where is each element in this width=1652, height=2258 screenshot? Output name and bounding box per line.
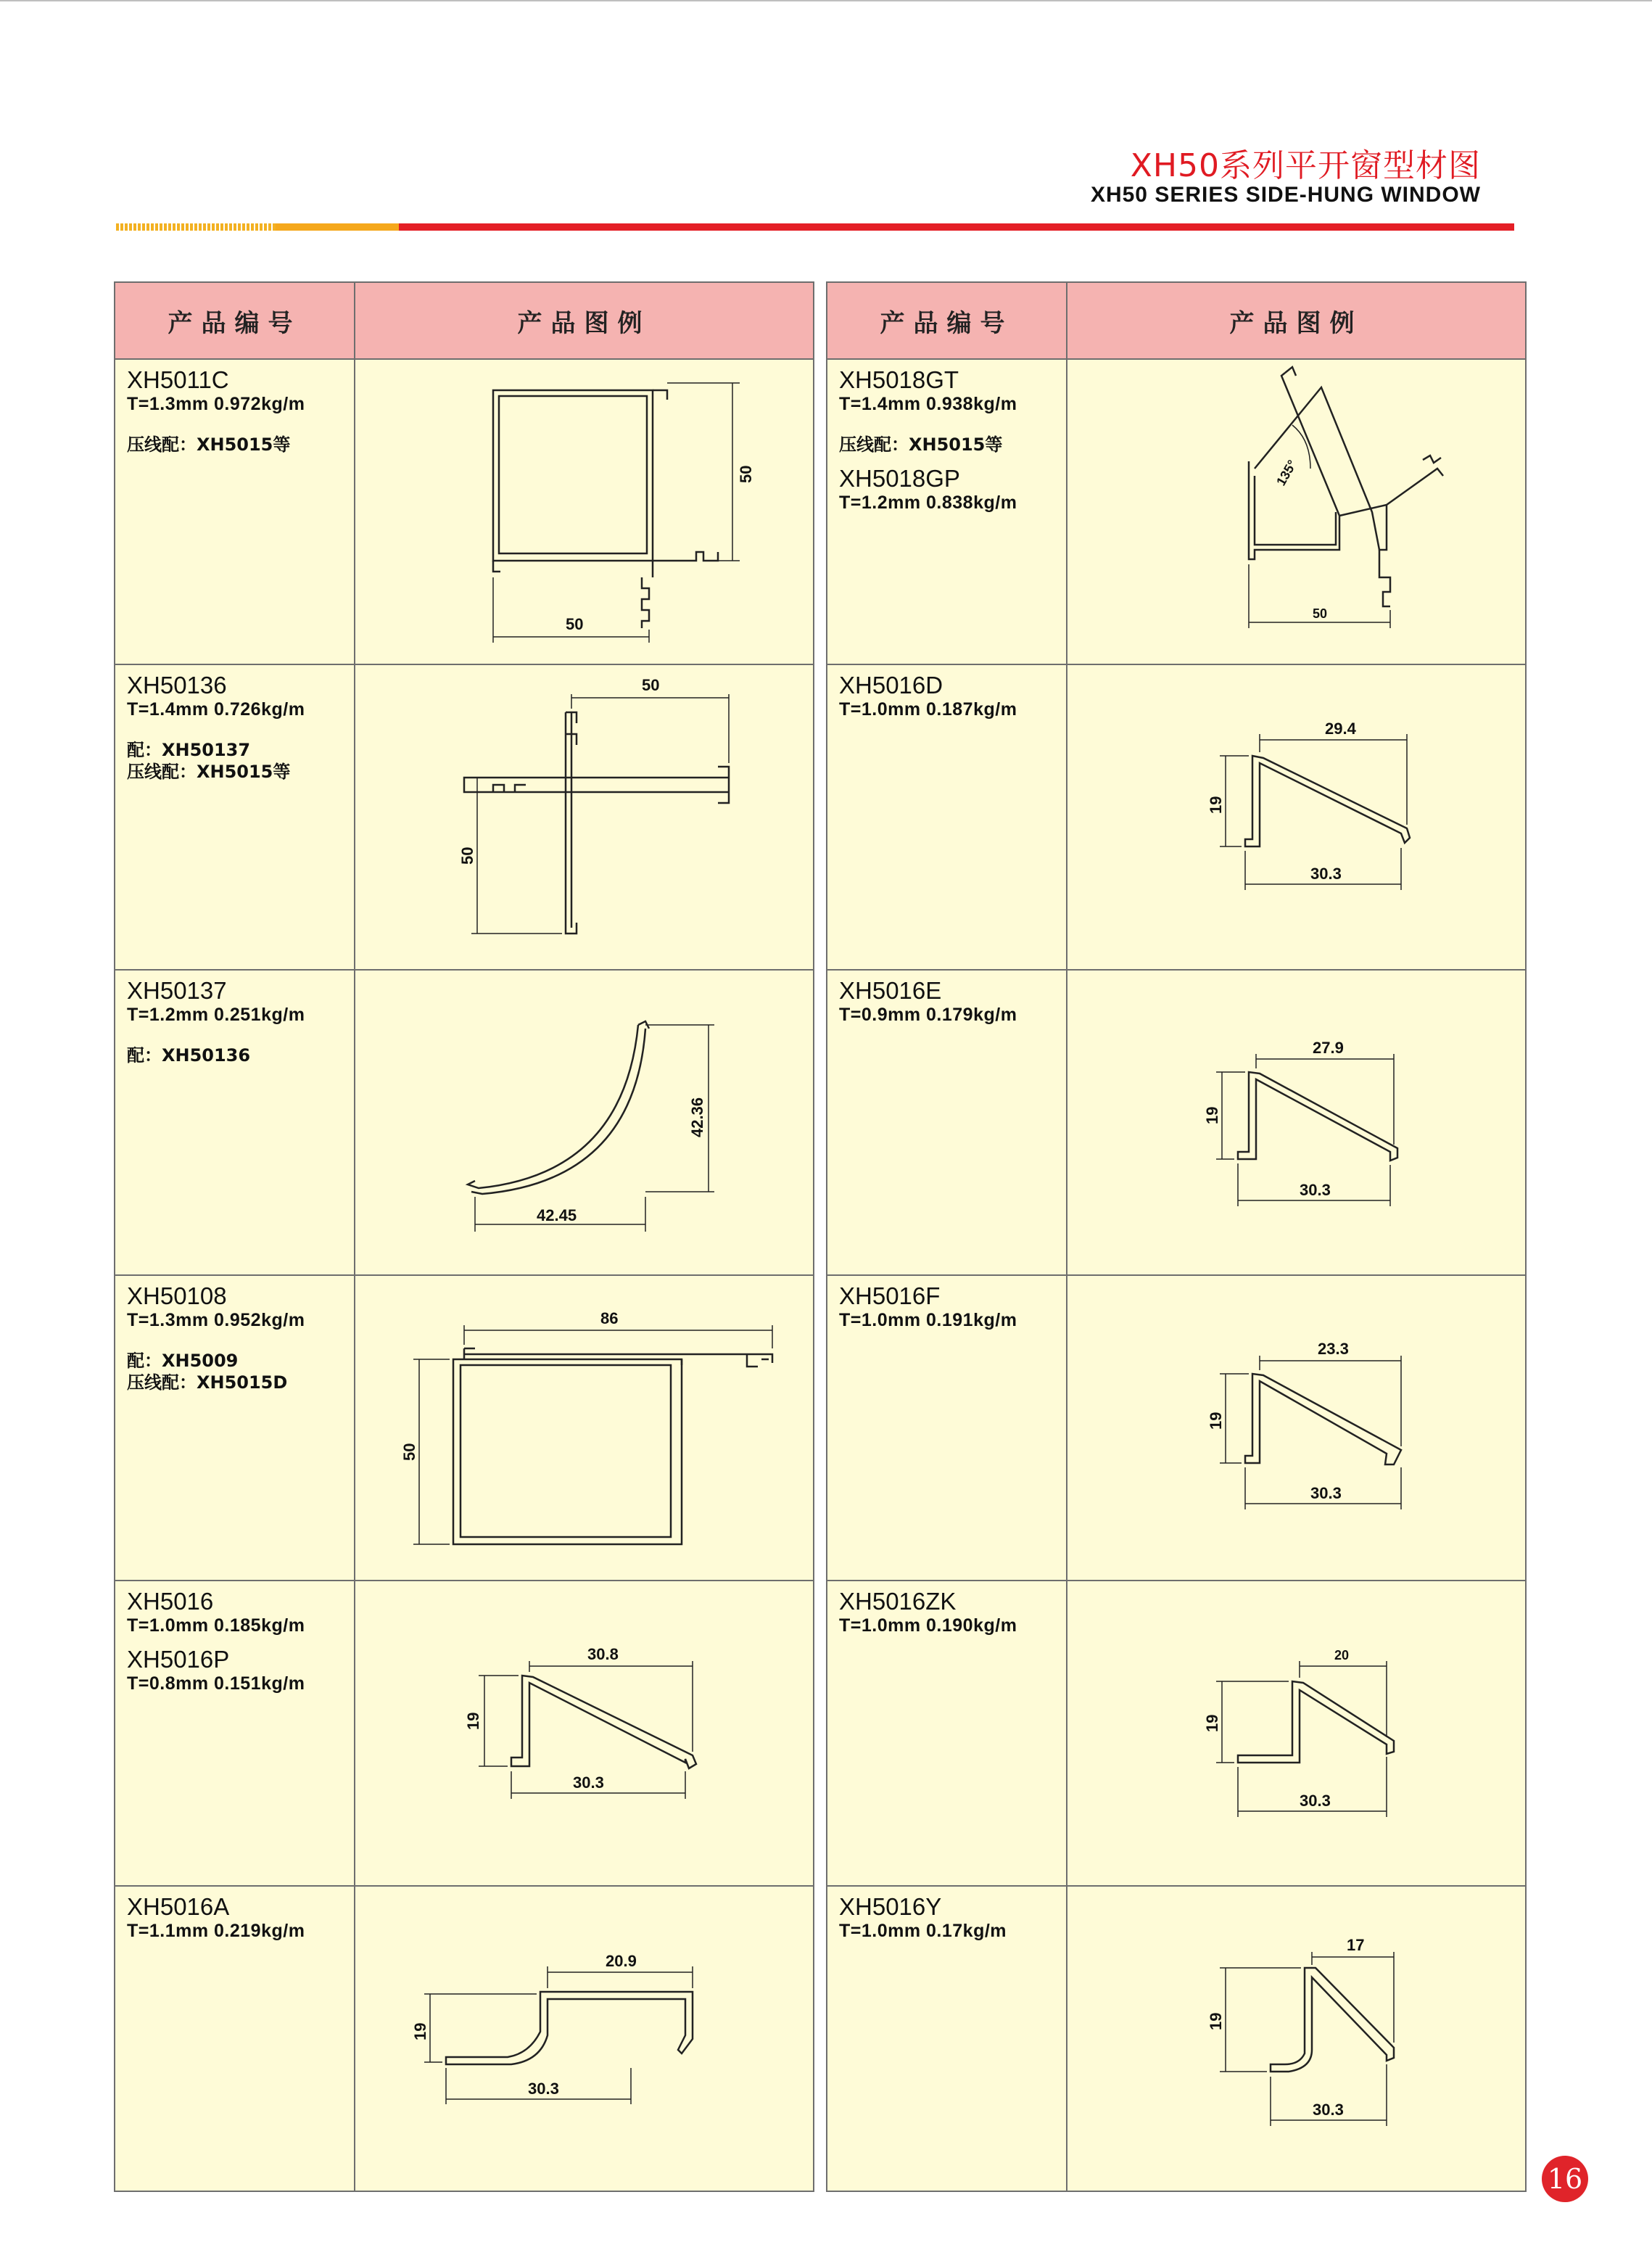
dim-top: 20	[1334, 1648, 1350, 1662]
product-figure-cell	[1067, 1581, 1526, 1886]
table-header-row	[115, 282, 814, 359]
dim-height: 19	[1203, 1106, 1221, 1124]
header-product-figure: 产品图例	[355, 282, 814, 359]
product-code-cell	[115, 1581, 355, 1886]
product-spec: T=1.0mm 0.191kg/m	[839, 1310, 1017, 1330]
product-spec: T=1.3mm 0.952kg/m	[127, 1310, 305, 1330]
dim-height: 50	[458, 846, 476, 865]
profile-table-right	[826, 281, 1527, 2192]
dim-bottom: 30.3	[1300, 1181, 1331, 1199]
product-figure-cell	[1067, 1886, 1526, 2191]
product-code-cell	[827, 1886, 1067, 2191]
product-spec: T=1.2mm 0.838kg/m	[839, 493, 1017, 513]
profile-drawing-xh5016f	[1067, 1276, 1525, 1573]
product-code: XH50137	[127, 977, 227, 1004]
product-code: XH5018GP	[839, 465, 960, 492]
product-code-cell	[115, 359, 355, 664]
dim-height: 19	[1203, 1714, 1221, 1732]
product-note: 压线配：XH5015等	[127, 434, 291, 455]
dim-height: 19	[411, 2022, 429, 2040]
table-row	[115, 1581, 814, 1886]
product-code: XH5016A	[127, 1893, 230, 1920]
table-row	[827, 1581, 1526, 1886]
profile-drawing-xh5011c	[355, 360, 813, 656]
profile-table-left	[114, 281, 814, 2192]
product-code-cell	[115, 970, 355, 1275]
product-spec: T=0.9mm 0.179kg/m	[839, 1005, 1017, 1025]
dim-width: 50	[642, 676, 660, 694]
product-note: 压线配：XH5015等	[839, 434, 1003, 455]
page-number-badge: 16	[1542, 2156, 1588, 2202]
dim-height: 50	[737, 465, 755, 483]
product-figure-cell	[1067, 359, 1526, 664]
product-spec: T=1.0mm 0.190kg/m	[839, 1615, 1017, 1636]
dim-bottom: 30.3	[573, 1773, 604, 1792]
dim-bottom: 30.3	[1313, 2101, 1344, 2119]
product-note: 压线配：XH5015D	[127, 1372, 288, 1393]
header-product-code: 产品编号	[827, 282, 1067, 359]
product-code-cell	[827, 1581, 1067, 1886]
product-spec: T=1.4mm 0.726kg/m	[127, 699, 305, 720]
table-header-row	[827, 282, 1526, 359]
product-code-cell	[827, 359, 1067, 664]
dim-height: 19	[1207, 2012, 1225, 2030]
product-code: XH5016P	[127, 1646, 230, 1673]
table-row	[115, 1886, 814, 2191]
table-row	[115, 664, 814, 970]
dim-width: 42.45	[537, 1206, 577, 1224]
product-code: XH5011C	[127, 366, 229, 393]
product-code: XH5016Y	[839, 1893, 942, 1920]
profile-drawing-xh5016	[355, 1581, 813, 1878]
product-figure-cell	[1067, 1275, 1526, 1581]
product-code-cell	[827, 970, 1067, 1275]
dim-top: 20.9	[606, 1952, 637, 1970]
profile-drawing-xh5016a	[355, 1887, 813, 2183]
product-code-cell	[115, 1886, 355, 2191]
product-spec: T=1.2mm 0.251kg/m	[127, 1005, 305, 1025]
dim-height: 19	[1207, 796, 1225, 814]
product-spec: T=0.8mm 0.151kg/m	[127, 1673, 305, 1694]
dim-top: 29.4	[1325, 720, 1356, 738]
table-row	[827, 970, 1526, 1275]
header-band-red	[399, 223, 1514, 231]
profile-drawing-xh5016y	[1067, 1887, 1525, 2183]
product-spec: T=1.1mm 0.219kg/m	[127, 1921, 305, 1941]
product-note: 压线配：XH5015等	[127, 762, 291, 782]
dim-bottom: 30.3	[1310, 1484, 1342, 1502]
product-spec: T=1.0mm 0.187kg/m	[839, 699, 1017, 720]
product-figure-cell	[355, 1886, 814, 2191]
product-spec: T=1.4mm 0.938kg/m	[839, 394, 1017, 414]
dim-top: 30.8	[587, 1645, 619, 1663]
product-figure-cell	[355, 664, 814, 970]
profile-drawing-xh5016d	[1067, 665, 1525, 962]
product-code: XH5018GT	[839, 366, 959, 393]
product-code: XH5016D	[839, 672, 943, 699]
table-row	[827, 664, 1526, 970]
dim-height: 19	[1207, 1412, 1225, 1430]
dim-bottom: 30.3	[528, 2080, 559, 2098]
table-row	[115, 359, 814, 664]
dim-height: 50	[400, 1443, 418, 1461]
product-figure-cell	[355, 1581, 814, 1886]
product-spec: T=1.0mm 0.185kg/m	[127, 1615, 305, 1636]
table-row	[115, 1275, 814, 1581]
dim-bottom: 30.3	[1300, 1792, 1331, 1810]
table-row	[827, 359, 1526, 664]
product-figure-cell	[355, 1275, 814, 1581]
product-code: XH5016	[127, 1588, 214, 1615]
product-code: XH5016F	[839, 1282, 941, 1309]
dim-width: 86	[600, 1309, 619, 1327]
product-note: 配：XH5009	[127, 1351, 239, 1371]
dim-width: 50	[566, 615, 584, 633]
dim-angle: 135°	[1273, 457, 1300, 488]
top-border-line	[0, 0, 1652, 1]
table-row	[827, 1275, 1526, 1581]
profile-drawing-xh50108	[355, 1276, 813, 1573]
dim-height: 19	[464, 1712, 482, 1730]
dim-top: 27.9	[1313, 1039, 1344, 1057]
header-product-figure: 产品图例	[1067, 282, 1526, 359]
product-code: XH50136	[127, 672, 227, 699]
dim-top: 17	[1347, 1936, 1365, 1954]
header-band-yellow	[276, 223, 399, 231]
page-title-en: XH50 SERIES SIDE-HUNG WINDOW	[1090, 183, 1481, 207]
product-code-cell	[115, 664, 355, 970]
product-note: 配：XH50137	[127, 740, 251, 760]
profile-drawing-xh5016e	[1067, 971, 1525, 1267]
product-code-cell	[827, 664, 1067, 970]
product-spec: T=1.0mm 0.17kg/m	[839, 1921, 1007, 1941]
page-title-cn: XH50系列平开窗型材图	[1130, 147, 1481, 184]
header-product-code: 产品编号	[115, 282, 355, 359]
profile-drawing-xh50136	[355, 665, 813, 962]
product-code-cell	[827, 1275, 1067, 1581]
profile-drawing-xh5016zk	[1067, 1581, 1525, 1878]
dim-height: 42.36	[688, 1097, 706, 1137]
product-figure-cell	[1067, 664, 1526, 970]
profile-drawing-xh50137	[355, 971, 813, 1267]
table-row	[115, 970, 814, 1275]
product-code: XH5016ZK	[839, 1588, 957, 1615]
product-figure-cell	[1067, 970, 1526, 1275]
product-figure-cell	[355, 970, 814, 1275]
product-spec: T=1.3mm 0.972kg/m	[127, 394, 305, 414]
profile-drawing-xh5018gt	[1067, 360, 1525, 656]
product-figure-cell	[355, 359, 814, 664]
dim-bottom: 30.3	[1310, 865, 1342, 883]
product-code-cell	[115, 1275, 355, 1581]
dim-width: 50	[1313, 606, 1328, 621]
table-row	[827, 1886, 1526, 2191]
product-note: 配：XH50136	[127, 1045, 251, 1066]
product-code: XH5016E	[839, 977, 942, 1004]
product-code: XH50108	[127, 1282, 227, 1309]
dim-top: 23.3	[1318, 1340, 1349, 1358]
